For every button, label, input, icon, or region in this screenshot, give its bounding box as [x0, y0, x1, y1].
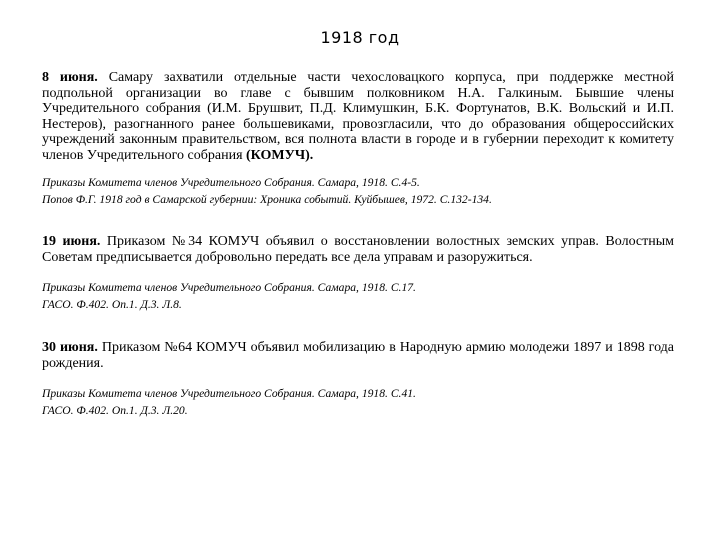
entry-text: Самару захватили отдельные части чехословацкого корпуса, при поддержке местной подпольной организации во главе с бывшим полковником Н.А. Галкиным. Бывшие члены Учредительного собрания (И.М. Брушвит, П.Д. Климушкин, Б.К. Фортунатов, В.К. Вольский и И.П. Нестеров), разогнанного ранее большевиками, провозгласили, что до образования общероссийских учреждений законным правительством, вся полнота власти в городе и в губернии переходит к комитету членов Учредительного собрания — [42, 70, 674, 163]
source-citation: ГАСО. Ф.402. Оп.1. Д.3. Л.8. — [42, 297, 182, 311]
source-citation: Попов Ф.Г. 1918 год в Самарской губернии: Хроника событий. Куйбышев, 1972. С.132-134. — [42, 192, 492, 206]
entry-paragraph — [42, 70, 674, 163]
page-title: 1918 год — [320, 28, 400, 47]
entry-highlight: (КОМУЧ). — [246, 147, 314, 163]
entry-sources — [42, 280, 674, 313]
entry-paragraph — [42, 340, 674, 371]
entry-sources — [42, 175, 674, 208]
entry-paragraph — [42, 234, 674, 265]
entry-june-8 — [42, 70, 674, 208]
source-citation: ГАСО. Ф.402. Оп.1. Д.3. Л.20. — [42, 403, 188, 417]
entry-june-19 — [42, 234, 674, 313]
entry-date: 30 июня. — [42, 340, 98, 355]
source-citation: Приказы Комитета членов Учредительного Собрания. Самара, 1918. С.41. — [42, 387, 416, 400]
entry-june-30 — [42, 340, 674, 419]
entry-date: 8 июня. — [42, 70, 98, 85]
source-citation: Приказы Комитета членов Учредительного Собрания. Самара, 1918. С.17. — [42, 281, 416, 294]
chronicle-content — [42, 70, 674, 419]
entry-sources — [42, 386, 674, 419]
entry-text: Приказом №64 КОМУЧ объявил мобилизацию в Народную армию молодежи 1897 и 1898 года рождения. — [42, 340, 675, 371]
entry-text: Приказом №34 КОМУЧ объявил о восстановлении волостных земских управ. Волостным Советам предписывается добровольно передать все дела управам и разоружиться. — [42, 234, 675, 265]
entry-date: 19 июня. — [42, 234, 101, 249]
source-citation: Приказы Комитета членов Учредительного Собрания. Самара, 1918. С.4-5. — [42, 176, 420, 189]
